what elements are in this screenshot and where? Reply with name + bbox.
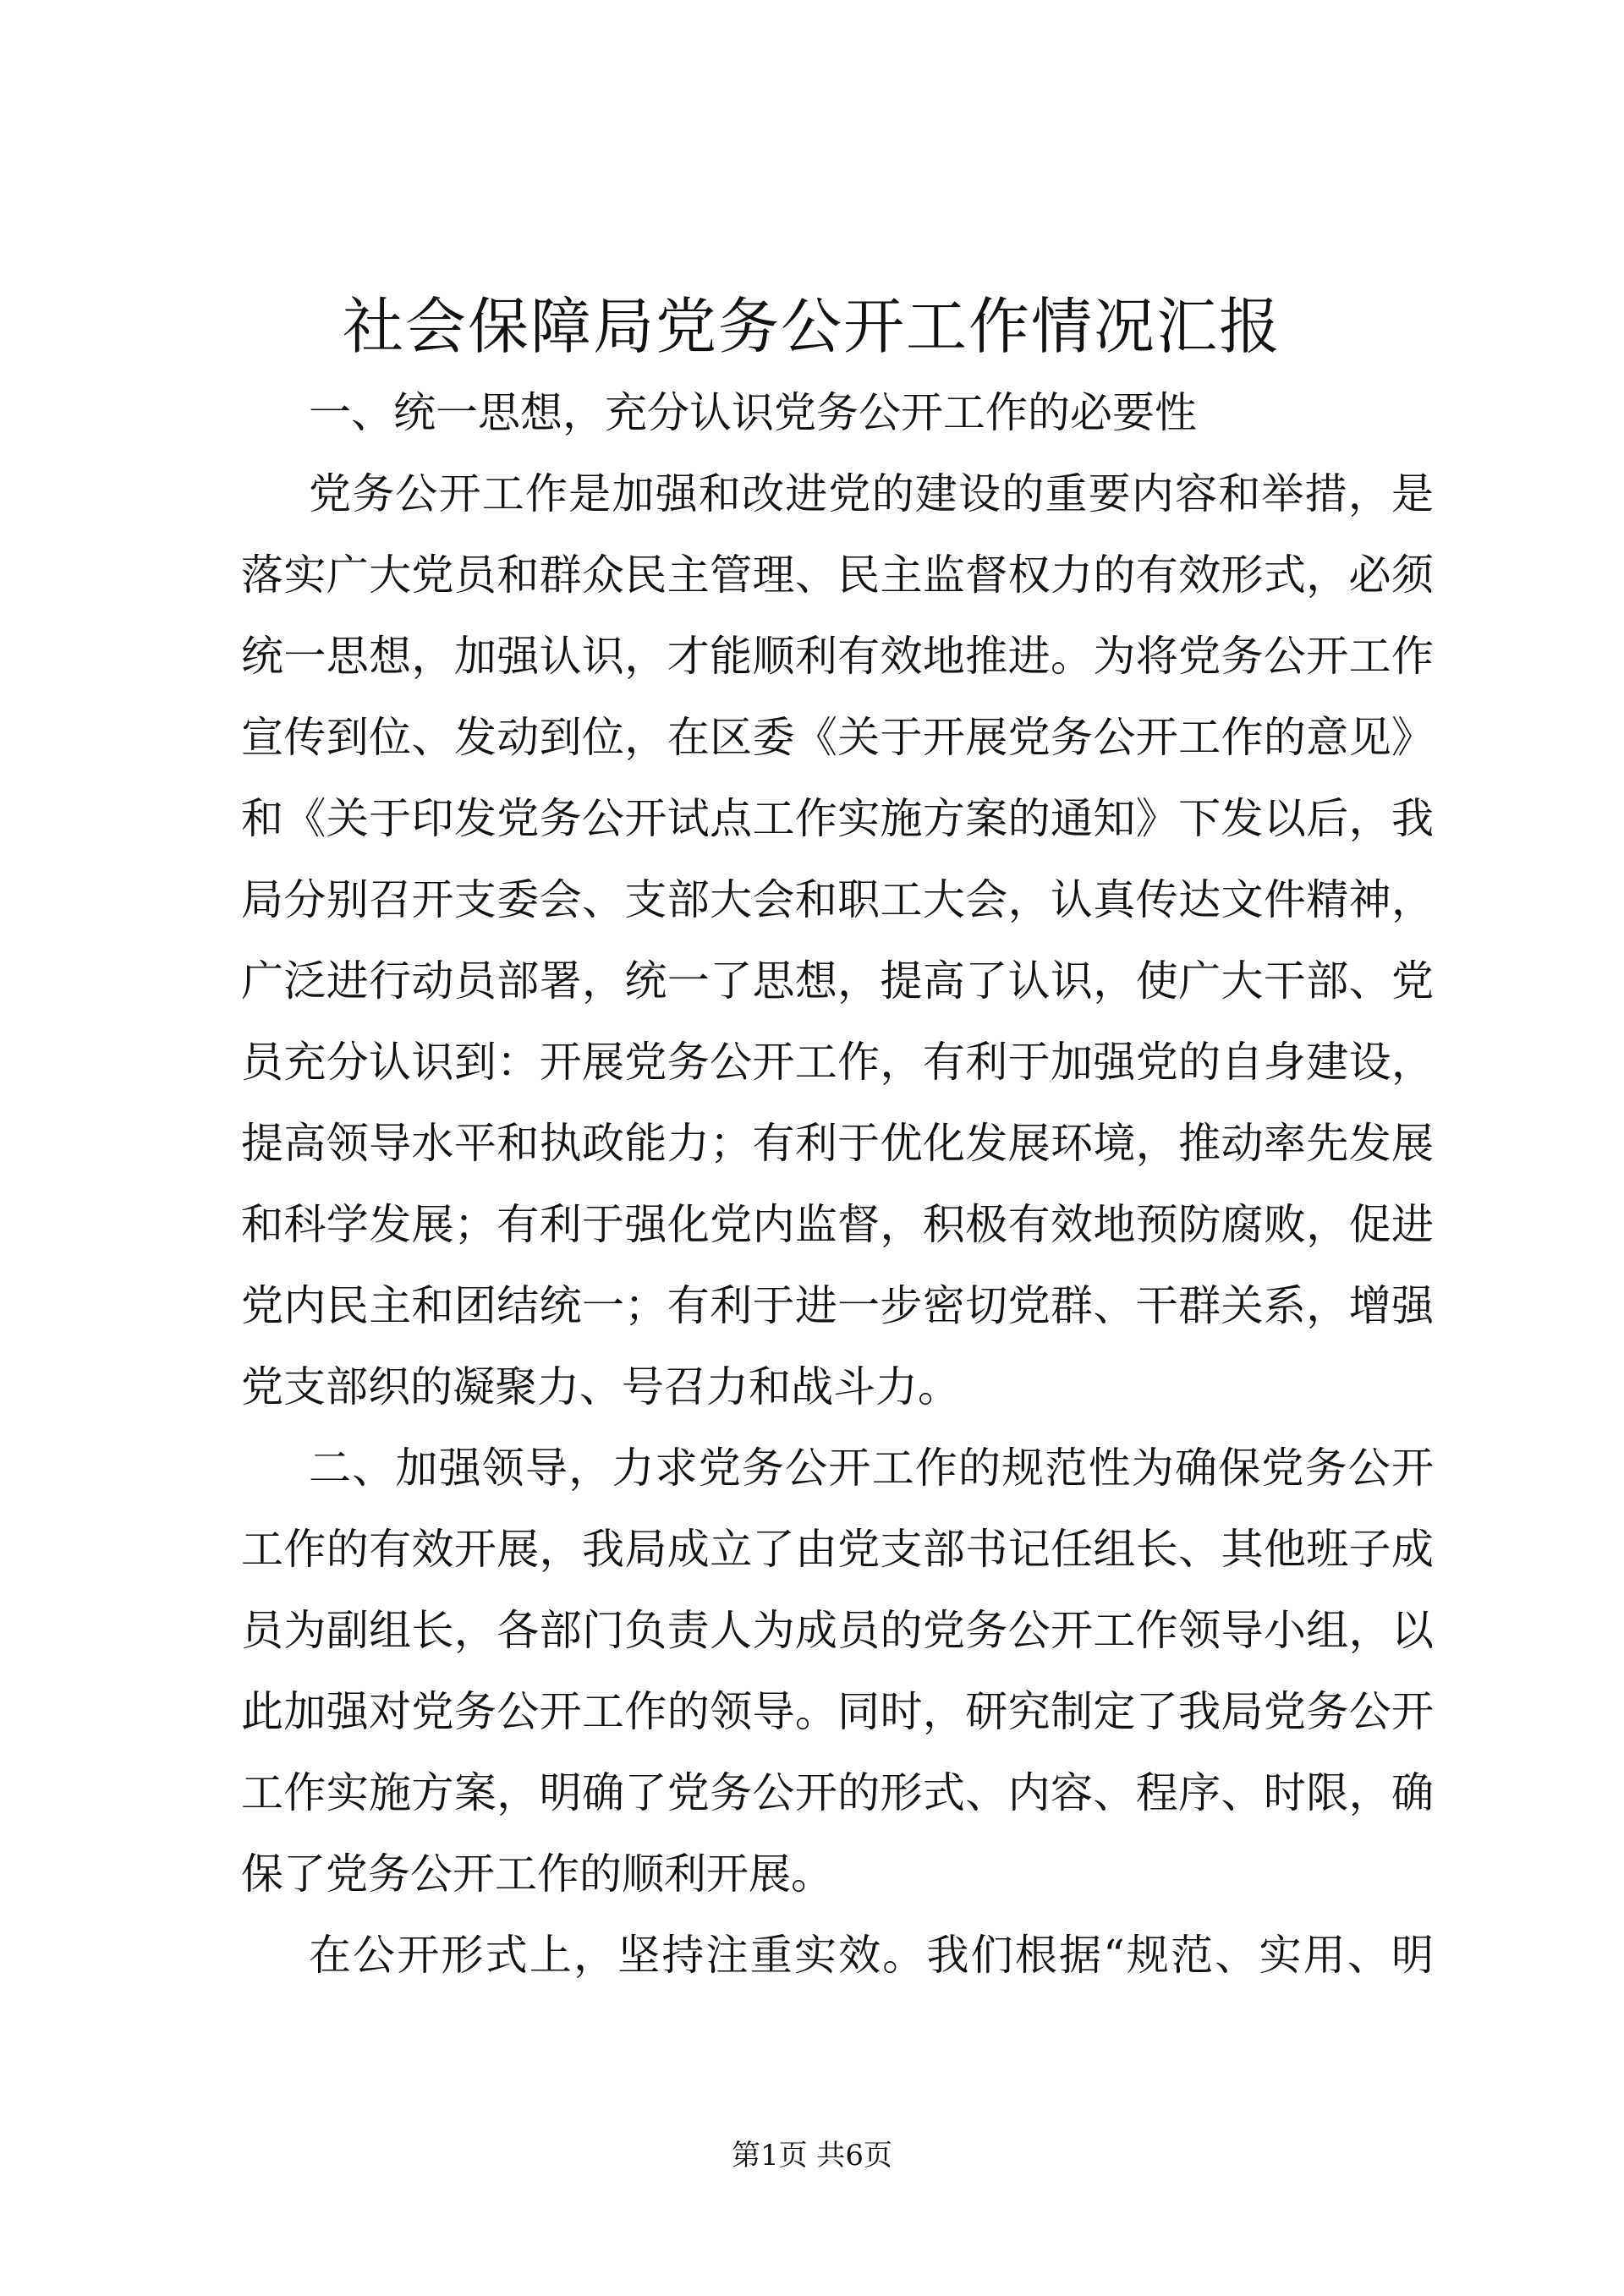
paragraph-line: 工作实施方案，明确了党务公开的形式、内容、程序、时限，确	[241, 1768, 1434, 1817]
document-title: 社会保障局党务公开工作情况汇报	[342, 291, 1281, 362]
section-heading-1: 一、统一思想，充分认识党务公开工作的必要性	[309, 388, 1197, 437]
paragraph-line: 保了党务公开工作的顺利开展。	[241, 1849, 833, 1899]
paragraph-line: 和科学发展；有利于强化党内监督，积极有效地预防腐败，促进	[241, 1200, 1434, 1249]
paragraph-line: 在公开形式上，坚持注重实效。我们根据“规范、实用、明	[309, 1931, 1434, 1980]
paragraph-line: 党务公开工作是加强和改进党的建设的重要内容和举措，是	[309, 469, 1434, 518]
paragraph-line: 员为副组长，各部门负责人为成员的党务公开工作领导小组，以	[241, 1606, 1434, 1655]
paragraph-line: 员充分认识到：开展党务公开工作，有利于加强党的自身建设，	[241, 1038, 1434, 1087]
section-heading-2: 二、加强领导，力求党务公开工作的规范性为确保党务公开	[309, 1444, 1434, 1493]
paragraph-line: 党内民主和团结统一；有利于进一步密切党群、干群关系，增强	[241, 1281, 1434, 1330]
paragraph-line: 党支部织的凝聚力、号召力和战斗力。	[241, 1362, 960, 1411]
page-footer: 第1页 共6页	[731, 2139, 893, 2173]
paragraph-line: 落实广大党员和群众民主管理、民主监督权力的有效形式，必须	[241, 551, 1434, 600]
paragraph-line: 工作的有效开展，我局成立了由党支部书记任组长、其他班子成	[241, 1525, 1434, 1574]
paragraph-line: 和《关于印发党务公开试点工作实施方案的通知》下发以后，我	[241, 794, 1434, 843]
paragraph-line: 局分别召开支委会、支部大会和职工大会，认真传达文件精神，	[241, 875, 1434, 924]
paragraph-line: 提高领导水平和执政能力；有利于优化发展环境，推动率先发展	[241, 1119, 1434, 1168]
paragraph-line: 广泛进行动员部署，统一了思想，提高了认识，使广大干部、党	[241, 956, 1434, 1006]
paragraph-line: 此加强对党务公开工作的领导。同时，研究制定了我局党务公开	[241, 1687, 1434, 1736]
paragraph-line: 统一思想，加强认识，才能顺利有效地推进。为将党务公开工作	[241, 632, 1434, 681]
paragraph-line: 宣传到位、发动到位，在区委《关于开展党务公开工作的意见》	[241, 713, 1434, 762]
